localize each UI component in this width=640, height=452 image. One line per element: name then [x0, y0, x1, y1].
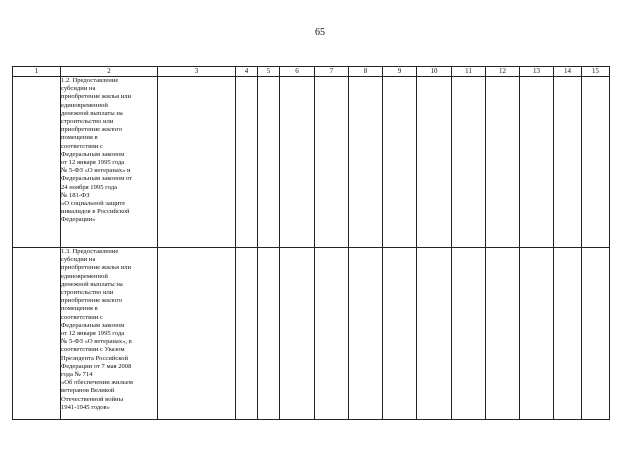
column-header: 15: [582, 67, 610, 77]
column-header: 8: [349, 67, 383, 77]
column-header: 2: [61, 67, 158, 77]
column-header: 11: [452, 67, 486, 77]
table-cell: [158, 77, 236, 248]
data-table: [12, 66, 610, 420]
table-cell: [486, 77, 520, 248]
table-cell: [315, 77, 349, 248]
table-cell: [236, 77, 258, 248]
table-cell: [258, 248, 280, 420]
table-cell: [158, 248, 236, 420]
table-cell: [315, 248, 349, 420]
table-cell: [280, 77, 315, 248]
table-cell: [520, 248, 554, 420]
table-cell: [258, 77, 280, 248]
column-header: 3: [158, 67, 236, 77]
table-cell: [582, 248, 610, 420]
table-row: [13, 77, 610, 248]
table-cell: [554, 77, 582, 248]
table-cell: [383, 77, 417, 248]
column-header: 1: [13, 67, 61, 77]
header-row: [13, 67, 610, 77]
column-header: 12: [486, 67, 520, 77]
column-header: 9: [383, 67, 417, 77]
table-cell: [13, 77, 61, 248]
table-cell: [582, 77, 610, 248]
column-header: 5: [258, 67, 280, 77]
table-cell: [452, 77, 486, 248]
table-cell: [417, 77, 452, 248]
table-cell: [452, 248, 486, 420]
column-header: 13: [520, 67, 554, 77]
table-cell: [13, 248, 61, 420]
column-header: 6: [280, 67, 315, 77]
column-header: 4: [236, 67, 258, 77]
page-number: 65: [315, 27, 325, 38]
column-header: 10: [417, 67, 452, 77]
table-cell: [383, 248, 417, 420]
table-cell: [486, 248, 520, 420]
column-header: 7: [315, 67, 349, 77]
table-cell: [554, 248, 582, 420]
table-cell: [349, 77, 383, 248]
row-description: 1.2. Предоставление субсидии на приобретение жилья или единовременной денежной выплаты на строительство или приобретение жилого помещения в соответствии с Федеральным законом от 12 января 1995 года № 5-ФЗ «О ветеранах» и Федеральным законом от 24 ноября 1995 года № 181-ФЗ «О социальной защите инвалидов в Российской Федерации»: [61, 77, 158, 248]
table-row: [13, 248, 610, 420]
table-cell: [417, 248, 452, 420]
table-cell: [349, 248, 383, 420]
table-cell: [236, 248, 258, 420]
column-header: 14: [554, 67, 582, 77]
row-description: 1.3. Предоставление субсидии на приобретение жилья или единовременной денежной выплаты на строительство или приобретение жилого помещения в соответствии с Федеральным законом от 12 января 1995 года № 5-ФЗ «О ветеранах», в соответствии с Указом Президента Российской Федерации от 7 мая 2008 года № 714 «Об обеспечении жильем ветеранов Великой Отечественной войны 1941-1945 годов»: [61, 248, 158, 420]
table-cell: [520, 77, 554, 248]
table-cell: [280, 248, 315, 420]
